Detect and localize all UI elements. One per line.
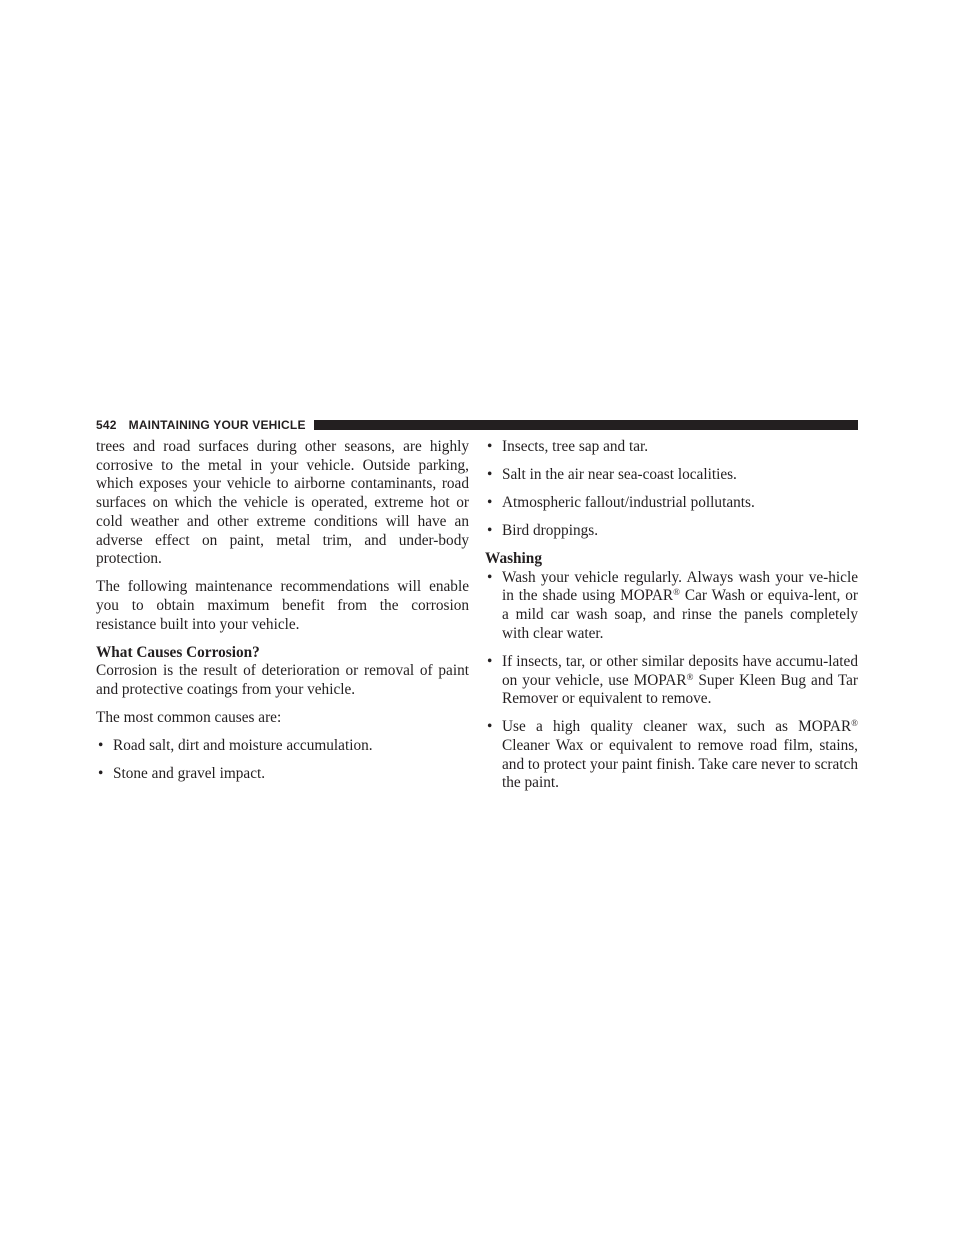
bullet-icon: • (487, 466, 493, 483)
section-title: MAINTAINING YOUR VEHICLE (128, 418, 306, 432)
list-item: • Salt in the air near sea-coast localities. (487, 466, 737, 483)
header-rule (314, 420, 858, 430)
washing-list (485, 569, 858, 793)
paragraph-corrosion-definition: Corrosion is the result of deterioration or removal of paint and protective coatings from your vehicle. (96, 662, 469, 699)
heading-washing: Washing (485, 550, 542, 567)
bullet-icon: • (98, 765, 104, 783)
left-column (96, 438, 469, 793)
list-item: • Stone and gravel impact. (98, 765, 266, 783)
causes-list-continued (485, 438, 858, 541)
bullet-icon: • (487, 522, 493, 539)
paragraph-maintenance-recommendations: The following maintenance recommendations will enable you to obtain maximum benefit from the corrosion resistance built into your vehicle. (96, 578, 469, 633)
bullet-icon: • (98, 737, 104, 755)
registered-mark: ® (851, 718, 858, 729)
list-item: • Use a high quality cleaner wax, such as MOPAR® Cleaner Wax or equivalent to remove road film, stains, and to protect your paint finish. Take care never to scratch the paint. (487, 718, 858, 792)
page-number: 542 (96, 418, 117, 432)
paragraph-common-causes: The most common causes are: (96, 709, 282, 727)
list-item: • Bird droppings. (487, 522, 599, 539)
list-item: • Road salt, dirt and moisture accumulation. (98, 737, 373, 755)
paragraph-corrosive-conditions: trees and road surfaces during other seasons, are highly corrosive to the metal in your vehicle. Outside parking, which exposes your vehicle to airborne contaminants, road surfaces on which the vehicle is operated, extreme hot or cold weather and other extreme conditions will have an adverse effect on paint, metal trim, and under-body protection. (96, 438, 469, 568)
list-item: • Wash your vehicle regularly. Always wash your ve-hicle in the shade using MOPAR® Car Wash or equiva-lent, or a mild car wash soap, and rinse the panels completely with clear water. (487, 568, 858, 642)
bullet-icon: • (487, 718, 493, 736)
registered-mark: ® (686, 671, 694, 682)
causes-list (96, 737, 469, 784)
bullet-icon: • (487, 568, 493, 586)
registered-mark: ® (673, 587, 680, 598)
right-column (485, 438, 858, 802)
bullet-icon: • (487, 494, 493, 511)
list-item: • Insects, tree sap and tar. (487, 438, 649, 455)
list-item: • If insects, tar, or other similar deposits have accumu-lated on your vehicle, use MOPAR® Super Kleen Bug and Tar Remover or equivalent to remove. (487, 652, 858, 708)
list-item: • Atmospheric fallout/industrial pollutants. (487, 494, 755, 511)
bullet-icon: • (487, 652, 493, 670)
bullet-icon: • (487, 438, 493, 455)
heading-what-causes-corrosion: What Causes Corrosion? (96, 643, 260, 661)
page-header (96, 417, 858, 433)
